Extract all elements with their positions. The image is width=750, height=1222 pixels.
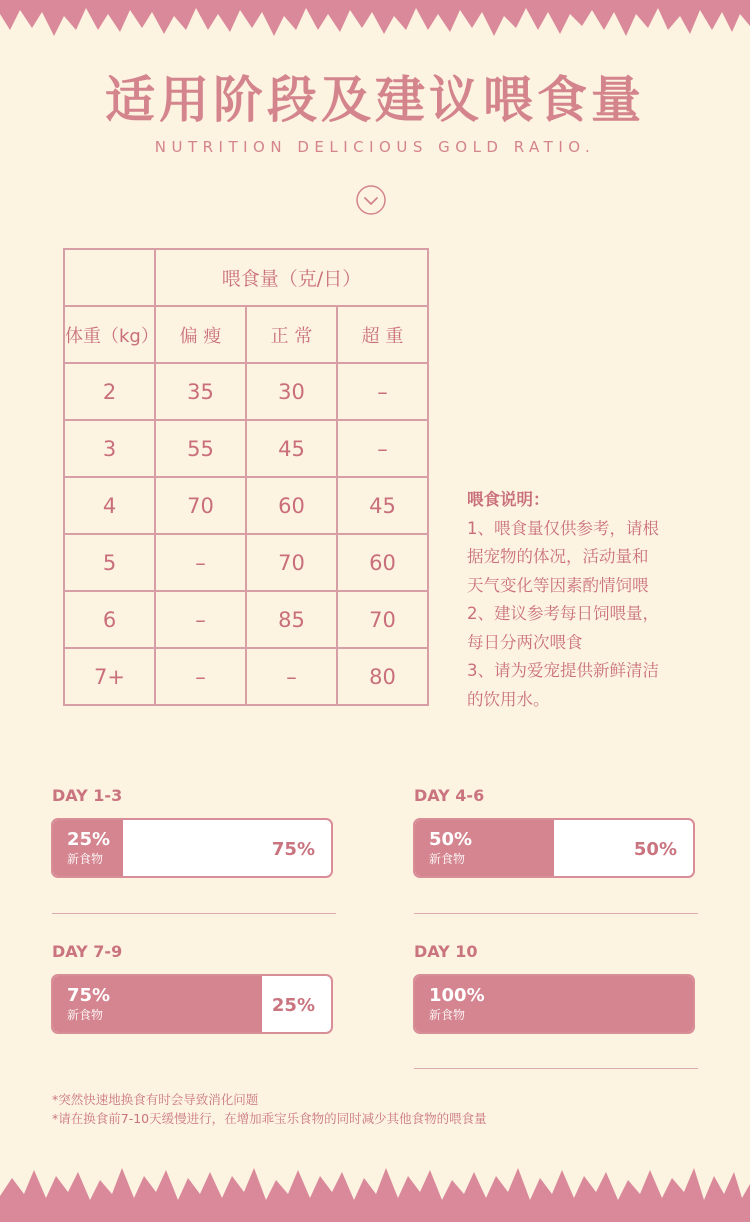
notes-title: 喂食说明： <box>467 490 550 509</box>
new-food-percent: 50% <box>429 829 473 850</box>
weight-cell: 5 <box>64 534 155 591</box>
new-food-label: 新食物 <box>67 852 104 866</box>
table-cell: 70 <box>155 477 246 534</box>
table-cell: 70 <box>246 534 337 591</box>
old-food-percent: 25% <box>271 995 315 1016</box>
column-header-overweight: 超 重 <box>337 306 428 363</box>
table-corner-cell <box>64 249 155 306</box>
stage-progress-bar <box>51 974 333 1034</box>
new-food-label: 新食物 <box>429 852 466 866</box>
table-row <box>64 648 428 705</box>
table-cell: – <box>155 648 246 705</box>
table-row <box>64 534 428 591</box>
notes-line: 据宠物的体况，活动量和 <box>467 547 649 566</box>
top-grass-border <box>0 0 750 40</box>
table-cell: 80 <box>337 648 428 705</box>
bottom-grass-border <box>0 1164 750 1222</box>
stage-day-label: DAY 7-9 <box>52 942 123 961</box>
table-cell: 60 <box>337 534 428 591</box>
table-cell: – <box>155 591 246 648</box>
table-cell: – <box>337 420 428 477</box>
column-header-normal: 正 常 <box>246 306 337 363</box>
new-food-percent: 100% <box>429 985 485 1006</box>
table-row <box>64 591 428 648</box>
table-cell: – <box>155 534 246 591</box>
weight-cell: 7+ <box>64 648 155 705</box>
table-row <box>64 363 428 420</box>
feeding-amount-header: 喂食量（克/日） <box>155 249 428 306</box>
old-food-percent: 75% <box>271 839 315 860</box>
table-cell: 85 <box>246 591 337 648</box>
divider <box>414 913 698 914</box>
notes-line: 每日分两次喂食 <box>467 632 583 652</box>
table-cell: 35 <box>155 363 246 420</box>
feeding-notes <box>467 486 707 714</box>
new-food-percent: 25% <box>67 829 111 850</box>
stage-progress-bar <box>413 974 695 1034</box>
weight-cell: 4 <box>64 477 155 534</box>
notes-line: 天气变化等因素酌情饲喂 <box>467 575 649 595</box>
notes-line: 2、建议参考每日饲喂量， <box>467 604 659 623</box>
weight-header: 体重（kg） <box>64 306 155 363</box>
table-cell: 45 <box>337 477 428 534</box>
notes-line: 1、喂食量仅供参考，请根 <box>467 518 659 538</box>
stage-day-label: DAY 4-6 <box>414 786 485 805</box>
new-food-percent: 75% <box>67 985 111 1006</box>
table-cell: 45 <box>246 420 337 477</box>
table-cell: 30 <box>246 363 337 420</box>
page-title: 适用阶段及建议喂食量 <box>105 71 645 129</box>
table-cell: 60 <box>246 477 337 534</box>
weight-cell: 2 <box>64 363 155 420</box>
weight-cell: 6 <box>64 591 155 648</box>
table-cell: 70 <box>337 591 428 648</box>
feeding-table <box>63 248 429 706</box>
page-subtitle: NUTRITION DELICIOUS GOLD RATIO. <box>154 138 596 156</box>
divider <box>52 913 336 914</box>
stage-progress-bar <box>51 818 333 878</box>
footnote: *请在换食前7-10天缓慢进行，在增加乖宝乐食物的同时减少其他食物的喂食量 <box>52 1111 487 1126</box>
new-food-label: 新食物 <box>429 1008 466 1022</box>
table-cell: 55 <box>155 420 246 477</box>
chevron-down-icon <box>355 184 387 216</box>
divider <box>414 1068 698 1069</box>
stage-progress-bar <box>413 818 695 878</box>
weight-cell: 3 <box>64 420 155 477</box>
old-food-percent: 50% <box>633 839 677 860</box>
table-row <box>64 420 428 477</box>
notes-line: 3、请为爱宠提供新鲜清洁 <box>467 661 659 680</box>
notes-line: 的饮用水。 <box>467 689 550 709</box>
table-row <box>64 477 428 534</box>
new-food-label: 新食物 <box>67 1008 104 1022</box>
footnote: *突然快速地换食有时会导致消化问题 <box>52 1092 259 1107</box>
stage-day-label: DAY 10 <box>414 942 478 961</box>
stage-day-label: DAY 1-3 <box>52 786 123 805</box>
table-cell: – <box>246 648 337 705</box>
table-cell: – <box>337 363 428 420</box>
column-header-thin: 偏 瘦 <box>155 306 246 363</box>
